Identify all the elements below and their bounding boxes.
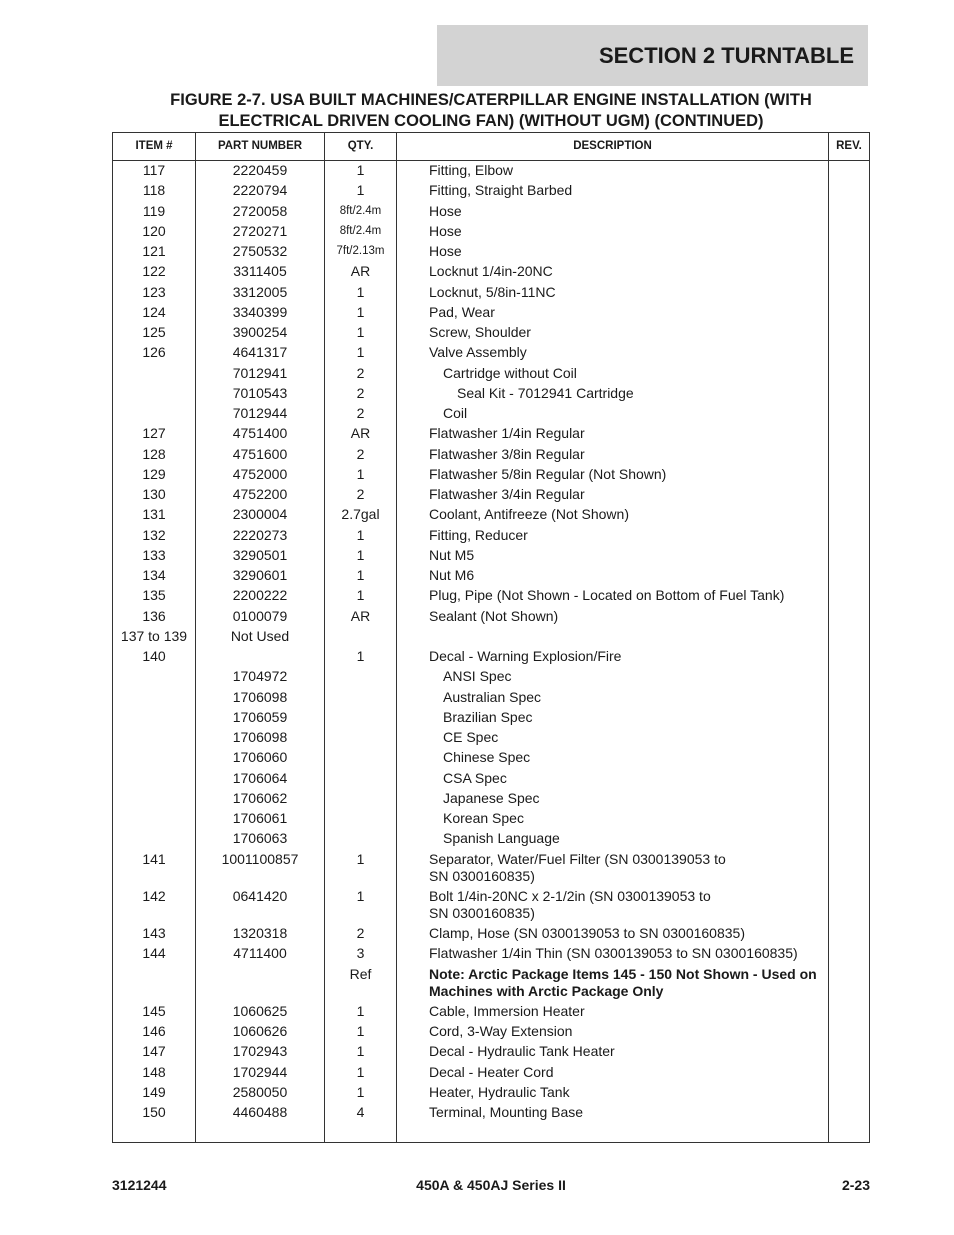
quantity: 1 xyxy=(356,887,365,904)
description-line: Machines with Arctic Package Only xyxy=(429,982,664,999)
description-line: Decal - Hydraulic Tank Heater xyxy=(429,1043,615,1060)
part-number: 1702943 xyxy=(232,1043,288,1060)
description xyxy=(429,162,829,179)
description xyxy=(443,770,843,787)
description xyxy=(429,527,829,544)
part-number: 1706063 xyxy=(232,830,288,847)
description xyxy=(429,1064,829,1081)
part-number: 0100079 xyxy=(232,607,288,624)
description xyxy=(429,182,829,199)
quantity: 1 xyxy=(356,546,365,563)
description-line: Locknut 1/4in-20NC xyxy=(429,263,553,280)
quantity: 1 xyxy=(356,526,365,543)
part-number: 7010543 xyxy=(232,384,288,401)
page-number: 2-23 xyxy=(841,1177,870,1193)
table-row xyxy=(113,648,869,668)
header-rev: REV. xyxy=(836,140,862,152)
item-number: 117 xyxy=(142,162,166,178)
quantity: 1 xyxy=(356,344,365,361)
quantity: 2 xyxy=(356,405,365,421)
description-line: Decal - Heater Cord xyxy=(429,1063,554,1080)
description xyxy=(429,263,829,280)
table-row xyxy=(113,405,869,425)
description xyxy=(429,466,829,483)
quantity: 1 xyxy=(356,162,365,178)
description-line: Note: Arctic Package Items 145 - 150 Not Shown - Used on xyxy=(429,965,817,982)
description-line: Cartridge without Coil xyxy=(443,364,577,381)
part-number: 4752000 xyxy=(232,465,288,482)
part-number: 3340399 xyxy=(232,303,288,320)
description xyxy=(429,1043,829,1060)
part-number: 2220459 xyxy=(232,162,288,178)
item-number: 119 xyxy=(142,202,166,219)
quantity: 2 xyxy=(356,925,365,941)
description-line: SN 0300160835) xyxy=(429,867,535,884)
quantity: 1 xyxy=(356,850,365,867)
description xyxy=(429,1003,829,1020)
description-line: Flatwasher 3/4in Regular xyxy=(429,486,585,502)
table-row xyxy=(113,851,869,888)
description-line: Screw, Shoulder xyxy=(429,324,531,340)
description xyxy=(429,567,829,584)
description-line: Coil xyxy=(443,405,468,421)
table-row xyxy=(113,203,869,223)
description xyxy=(429,243,829,260)
item-number: 137 to 139 xyxy=(120,627,188,644)
quantity: Ref xyxy=(349,965,372,982)
description xyxy=(429,1084,829,1101)
description xyxy=(429,203,829,220)
part-number: 7012944 xyxy=(232,405,288,421)
quantity: 8ft/2.4m xyxy=(339,224,382,237)
table-row xyxy=(113,749,869,769)
description xyxy=(429,344,829,361)
section-header xyxy=(437,25,868,86)
item-number: 145 xyxy=(142,1002,166,1019)
description-line: Brazilian Spec xyxy=(443,708,533,725)
description-line: Valve Assembly xyxy=(429,344,527,361)
description xyxy=(429,1104,829,1121)
part-number: Not Used xyxy=(230,627,290,644)
description xyxy=(429,506,829,523)
quantity: 2 xyxy=(356,445,365,462)
part-number: 2580050 xyxy=(232,1083,288,1100)
description-line: Spanish Language xyxy=(443,830,560,847)
part-number: 1706098 xyxy=(232,688,288,705)
table-row xyxy=(113,162,869,182)
description xyxy=(443,790,843,807)
part-number: 4641317 xyxy=(232,344,288,361)
description xyxy=(443,668,843,685)
item-number: 146 xyxy=(142,1023,166,1039)
item-number: 147 xyxy=(142,1043,166,1060)
item-number: 135 xyxy=(142,587,166,604)
description xyxy=(429,945,829,962)
table-row xyxy=(113,729,869,749)
quantity: AR xyxy=(350,425,371,442)
description-line: Coolant, Antifreeze (Not Shown) xyxy=(429,506,629,523)
part-number: 2300004 xyxy=(232,506,288,523)
table-row xyxy=(113,304,869,324)
quantity: 1 xyxy=(356,324,365,340)
part-number: 4711400 xyxy=(233,945,287,962)
item-number: 122 xyxy=(142,263,166,280)
table-row xyxy=(113,486,869,506)
table-row xyxy=(113,1003,869,1023)
quantity: 3 xyxy=(356,945,365,962)
table-row xyxy=(113,1064,869,1084)
table-row xyxy=(113,446,869,466)
table-row xyxy=(113,945,869,965)
part-number: 3900254 xyxy=(232,324,288,340)
description xyxy=(429,324,829,341)
description xyxy=(443,709,843,726)
table-row xyxy=(113,263,869,283)
part-number: 7012941 xyxy=(232,364,288,381)
header-part-number: PART NUMBER xyxy=(217,140,303,152)
quantity: 1 xyxy=(356,1023,365,1039)
description-line: CSA Spec xyxy=(443,769,507,786)
part-number: 1704972 xyxy=(232,668,288,685)
part-number: 3311405 xyxy=(233,263,287,280)
model-name: 450A & 450AJ Series II xyxy=(416,1177,566,1193)
item-number: 141 xyxy=(142,850,166,867)
description xyxy=(443,729,843,746)
part-number: 1060625 xyxy=(232,1002,288,1019)
description xyxy=(429,1023,829,1040)
description-line: Hose xyxy=(429,243,462,259)
description-line: SN 0300160835) xyxy=(429,904,535,921)
description-line: Bolt 1/4in-20NC x 2-1/2in (SN 0300139053 to xyxy=(429,887,711,904)
description-line: Nut M6 xyxy=(429,567,475,583)
part-number: 2220794 xyxy=(232,182,288,199)
description-line: Sealant (Not Shown) xyxy=(429,607,559,624)
header-item: ITEM # xyxy=(135,140,173,152)
quantity: 1 xyxy=(356,1063,365,1080)
description-line: Fitting, Straight Barbed xyxy=(429,182,573,199)
manual-number: 3121244 xyxy=(112,1177,167,1193)
quantity: 2.7gal xyxy=(341,506,380,523)
item-number: 148 xyxy=(142,1063,166,1080)
part-number: 4752200 xyxy=(232,486,288,502)
description xyxy=(429,425,829,442)
table-row xyxy=(113,527,869,547)
table-row xyxy=(113,506,869,526)
description-line: Australian Spec xyxy=(443,688,542,705)
table-row xyxy=(113,1023,869,1043)
description xyxy=(429,587,829,604)
description-line: Separator, Water/Fuel Filter (SN 0300139053 to xyxy=(429,850,726,867)
part-number: 1320318 xyxy=(232,925,288,941)
table-row xyxy=(113,365,869,385)
description xyxy=(429,486,829,503)
part-number: 3312005 xyxy=(232,283,288,300)
description-line: Seal Kit - 7012941 Cartridge xyxy=(457,384,634,401)
section-title: SECTION 2 TURNTABLE xyxy=(598,43,854,68)
table-row xyxy=(113,223,869,243)
header-qty: QTY. xyxy=(347,140,374,152)
part-number: 0641420 xyxy=(232,887,288,904)
item-number: 125 xyxy=(142,324,166,340)
description-line: Korean Spec xyxy=(443,810,524,826)
quantity: 2 xyxy=(356,384,365,401)
table-row xyxy=(113,466,869,486)
part-number: 1001100857 xyxy=(221,850,299,867)
description-line: Pad, Wear xyxy=(429,303,495,320)
description-line: Flatwasher 1/4in Thin (SN 0300139053 to SN 0300160835) xyxy=(429,945,798,962)
description-line: Locknut, 5/8in-11NC xyxy=(429,283,556,300)
table-row xyxy=(113,344,869,364)
part-number: 1702944 xyxy=(232,1063,288,1080)
table-row xyxy=(113,608,869,628)
table-row xyxy=(113,770,869,790)
part-number: 2720058 xyxy=(232,202,288,219)
table-row xyxy=(113,547,869,567)
part-number: 4751400 xyxy=(232,425,288,442)
part-number: 1706098 xyxy=(232,729,288,745)
table-row xyxy=(113,1104,869,1124)
description-line: Plug, Pipe (Not Shown - Located on Bottom of Fuel Tank) xyxy=(429,587,785,604)
item-number: 140 xyxy=(142,648,166,664)
figure-title-line1: FIGURE 2-7. USA BUILT MACHINES/CATERPILLAR ENGINE INSTALLATION (WITH xyxy=(170,91,812,109)
description xyxy=(429,648,829,665)
figure-title xyxy=(112,90,870,132)
quantity: 1 xyxy=(356,567,365,583)
part-number: 4751600 xyxy=(232,445,288,462)
description xyxy=(429,608,829,625)
table-row xyxy=(113,888,869,925)
table-row xyxy=(113,1043,869,1063)
part-number: 3290501 xyxy=(232,546,288,563)
quantity: 1 xyxy=(356,648,365,664)
part-number: 1706064 xyxy=(232,769,288,786)
item-number: 127 xyxy=(142,425,166,442)
table-row xyxy=(113,243,869,263)
part-number: 1706062 xyxy=(232,789,288,806)
table-row xyxy=(113,966,869,1003)
description-line: CE Spec xyxy=(443,729,499,745)
table-row xyxy=(113,790,869,810)
table-row xyxy=(113,425,869,445)
quantity: 1 xyxy=(356,1083,365,1100)
quantity: 2 xyxy=(356,364,365,381)
table-header xyxy=(113,133,869,161)
description xyxy=(443,830,843,847)
item-number: 144 xyxy=(142,945,166,962)
item-number: 142 xyxy=(142,887,166,904)
item-number: 123 xyxy=(142,283,166,300)
part-number: 2750532 xyxy=(232,243,288,259)
quantity: AR xyxy=(350,263,371,280)
quantity: 1 xyxy=(356,587,365,604)
quantity: 8ft/2.4m xyxy=(339,204,382,217)
description xyxy=(443,689,843,706)
quantity: 4 xyxy=(356,1104,365,1120)
description-line: Nut M5 xyxy=(429,546,475,563)
quantity: 1 xyxy=(356,1043,365,1060)
description-line: Decal - Warning Explosion/Fire xyxy=(429,648,622,664)
description xyxy=(457,385,857,402)
item-number: 133 xyxy=(142,546,166,563)
description-line: Flatwasher 1/4in Regular xyxy=(429,425,585,442)
figure-title-line2: ELECTRICAL DRIVEN COOLING FAN) (WITHOUT UGM) (CONTINUED) xyxy=(218,112,764,130)
table-row xyxy=(113,689,869,709)
description-line: Japanese Spec xyxy=(443,789,540,806)
item-number: 134 xyxy=(142,567,166,583)
quantity: 2 xyxy=(356,486,365,502)
description xyxy=(429,223,829,240)
item-number: 126 xyxy=(142,344,166,361)
part-number: 1706061 xyxy=(232,810,288,826)
quantity: AR xyxy=(350,607,371,624)
item-number: 118 xyxy=(142,182,166,199)
description-line: Chinese Spec xyxy=(443,749,531,766)
table-row xyxy=(113,709,869,729)
part-number: 2220273 xyxy=(232,526,288,543)
description-line: Flatwasher 3/8in Regular xyxy=(429,445,585,462)
part-number: 2720271 xyxy=(232,222,288,239)
description-line: Cord, 3-Way Extension xyxy=(429,1023,573,1039)
description xyxy=(443,749,843,766)
table-row xyxy=(113,668,869,688)
item-number: 120 xyxy=(142,222,166,239)
description-line: Cable, Immersion Heater xyxy=(429,1002,585,1019)
part-number: 2200222 xyxy=(232,587,288,604)
description xyxy=(429,925,829,942)
table-row xyxy=(113,925,869,945)
description xyxy=(429,888,829,922)
quantity: 1 xyxy=(356,283,365,300)
description-line: Terminal, Mounting Base xyxy=(429,1104,584,1120)
part-number: 1706060 xyxy=(232,749,288,766)
item-number: 130 xyxy=(142,486,166,502)
table-row xyxy=(113,830,869,850)
item-number: 143 xyxy=(142,925,166,941)
description-line: Heater, Hydraulic Tank xyxy=(429,1083,570,1100)
quantity: 7ft/2.13m xyxy=(336,245,385,257)
description xyxy=(443,365,843,382)
description xyxy=(429,547,829,564)
description-line: Hose xyxy=(429,222,462,239)
table-row xyxy=(113,1084,869,1104)
header-description: DESCRIPTION xyxy=(573,140,652,152)
quantity: 1 xyxy=(356,1002,365,1019)
part-number: 1706059 xyxy=(232,708,288,725)
quantity: 1 xyxy=(356,465,365,482)
description-line: Flatwasher 5/8in Regular (Not Shown) xyxy=(429,465,667,482)
description xyxy=(429,851,829,885)
item-number: 149 xyxy=(142,1083,166,1100)
quantity: 1 xyxy=(356,303,365,320)
table-row xyxy=(113,182,869,202)
description xyxy=(429,966,829,1000)
description-line: Fitting, Elbow xyxy=(429,162,514,178)
table-row xyxy=(113,324,869,344)
description-line: ANSI Spec xyxy=(443,668,512,685)
item-number: 131 xyxy=(142,506,166,523)
table-row xyxy=(113,284,869,304)
item-number: 150 xyxy=(142,1104,166,1120)
parts-table xyxy=(112,132,870,1143)
table-row xyxy=(113,587,869,607)
item-number: 132 xyxy=(142,526,166,543)
table-row xyxy=(113,628,869,648)
item-number: 128 xyxy=(142,445,166,462)
item-number: 129 xyxy=(142,465,166,482)
description xyxy=(429,446,829,463)
table-row xyxy=(113,567,869,587)
part-number: 3290601 xyxy=(232,567,288,583)
table-row xyxy=(113,810,869,830)
item-number: 124 xyxy=(142,303,166,320)
table-row xyxy=(113,385,869,405)
description xyxy=(443,810,843,827)
description xyxy=(429,284,829,301)
description-line: Clamp, Hose (SN 0300139053 to SN 0300160835) xyxy=(429,925,745,941)
part-number: 1060626 xyxy=(232,1023,288,1039)
quantity: 1 xyxy=(356,182,365,199)
item-number: 136 xyxy=(142,607,166,624)
item-number: 121 xyxy=(142,243,166,259)
description-line: Hose xyxy=(429,202,462,219)
description xyxy=(443,405,843,422)
description xyxy=(429,304,829,321)
description-line: Fitting, Reducer xyxy=(429,526,528,543)
part-number: 4460488 xyxy=(232,1104,288,1120)
